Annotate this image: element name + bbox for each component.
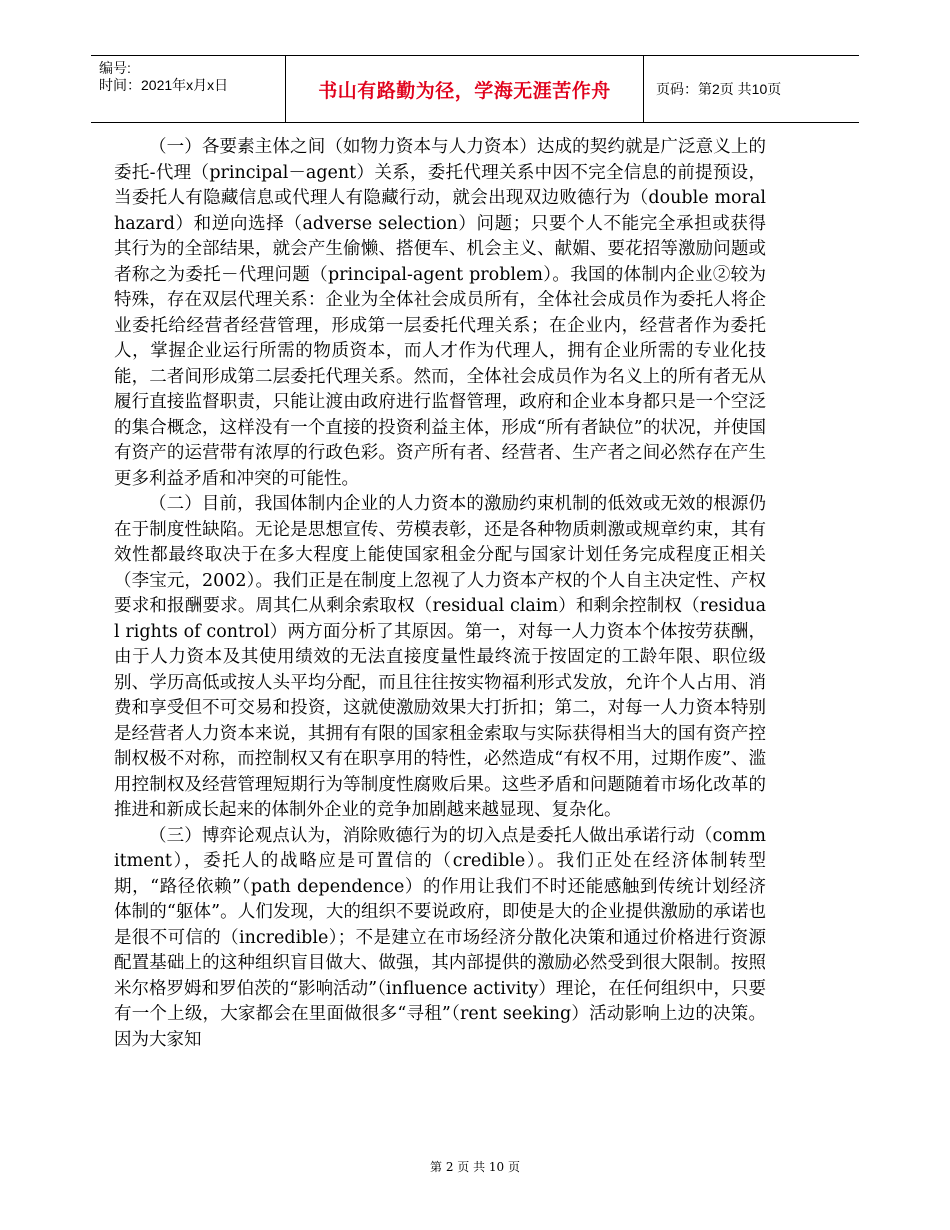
page-footer: [0, 1158, 950, 1175]
footer-page-number: 第 2 页 共 10 页: [430, 1160, 520, 1174]
page-header: [91, 55, 859, 123]
paragraph-1: （一）各要素主体之间（如物力资本与人力资本）达成的契约就是广泛意义上的委托-代理（principal－agent）关系，委托代理关系中因不完全信息的前提预设，当委托人有隐藏信息或代理人有隐藏行动，就会出现双边败德行为（double moral hazard）和逆向选择（adverse selection）问题；只要个人不能完全承担或获得其行为的全部结果，就会产生偷懒、搭便车、机会主义、献媚、要花招等激励问题或者称之为委托－代理问题（principal-agent problem）。我国的体制内企业②较为特殊，存在双层代理关系：企业为全体社会成员所有，全体社会成员作为委托人将企业委托给经营者经营管理，形成第一层委托代理关系；在企业内，经营者作为委托人，掌握企业运行所需的物质资本，而人才作为代理人，拥有企业所需的专业化技能，二者间形成第二层委托代理关系。然而，全体社会成员作为名义上的所有者无从履行直接监督职责，只能让渡由政府进行监督管理，政府和企业本身都只是一个空泛的集合概念，这样没有一个直接的投资利益主体，形成“所有者缺位”的状况，并使国有资产的运营带有浓厚的行政色彩。资产所有者、经营者、生产者之间必然存在产生更多利益矛盾和冲突的可能性。: [114, 137, 766, 489]
header-page-cell: [644, 56, 859, 122]
header-page-info: 页码：第2页 共10页: [656, 81, 782, 97]
document-number-label: 编号:: [99, 60, 131, 76]
header-motto-cell: [286, 56, 644, 122]
paragraph-3: （三）博弈论观点认为，消除败德行为的切入点是委托人做出承诺行动（commitment），委托人的战略应是可置信的（credible）。我们正处在经济体制转型期，“路径依赖”（path dependence）的作用让我们不时还能感触到传统计划经济体制的“躯体”。人们发现，大的组织不要说政府，即使是大的企业提供激励的承诺也是很不可信的（incredible）；不是建立在市场经济分散化决策和通过价格进行资源配置基础上的这种组织盲目做大、做强，其内部提供的激励必然受到很大限制。按照米尔格罗姆和罗伯茨的“影响活动”（influence activity）理论，在任何组织中，只要有一个上级，大家都会在里面做很多“寻租”（rent seeking）活动影响上边的决策。因为大家知: [114, 825, 766, 1050]
document-time-label: 时间：2021年x月x日: [99, 77, 229, 93]
header-motto: 书山有路勤为径，学海无涯苦作舟: [318, 79, 611, 102]
document-body: [114, 135, 766, 1053]
paragraph-2: （二）目前，我国体制内企业的人力资本的激励约束机制的低效或无效的根源仍在于制度性缺陷。无论是思想宣传、劳模表彰，还是各种物质刺激或规章约束，其有效性都最终取决于在多大程度上能使国家租金分配与国家计划任务完成程度正相关（李宝元，2002）。我们正是在制度上忽视了人力资本产权的个人自主决定性、产权要求和报酬要求。周其仁从剩余索取权（residual claim）和剩余控制权（residual rights of control）两方面分析了其原因。第一，对每一人力资本个体按劳获酬，由于人力资本及其使用绩效的无法直接度量性最终流于按固定的工龄年限、职位级别、学历高低或按人头平均分配，而且往往按实物福利形式发放，允许个人占用、消费和享受但不可交易和投资，这就使激励效果大打折扣；第二，对每一人力资本特别是经营者人力资本来说，其拥有有限的国家租金索取与实际获得相当大的国有资产控制权极不对称，而控制权又有在职享用的特性，必然造成“有权不用，过期作废”、滥用控制权及经营管理短期行为等制度性腐败后果。这些矛盾和问题随着市场化改革的推进和新成长起来的体制外企业的竞争加剧越来越显现、复杂化。: [114, 494, 766, 820]
header-meta-cell: [91, 56, 286, 122]
